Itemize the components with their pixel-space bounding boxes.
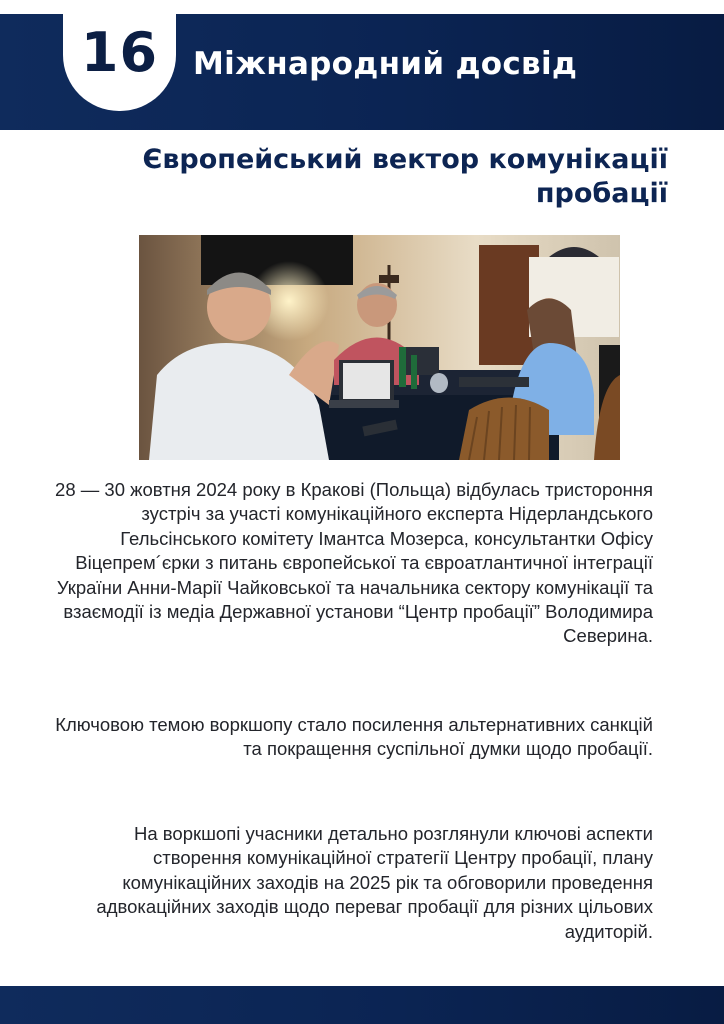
meeting-photo [139, 235, 620, 460]
footer-band [0, 986, 724, 1024]
section-title: Міжнародний досвід [193, 46, 578, 82]
page-number: 16 [80, 21, 159, 84]
paragraph-theme: Ключовою темою воркшопу стало посилення альтернативних санкцій та покращення суспільної думки щодо пробації. [55, 714, 653, 760]
article-title: Європейський вектор комунікації пробації [142, 144, 668, 209]
paragraph-outcomes: На воркшопі учасники детально розглянули ключові аспекти створення комунікаційної стратегії Центру пробації, плану комунікаційних заходів на 2025 рік та обговорили проведення адвокаційних заходів щодо переваг пробації для різних цільових аудиторій. [96, 823, 653, 942]
page-number-tab [63, 0, 176, 111]
paragraph-event: 28 — 30 жовтня 2024 року в Кракові (Польща) відбулась тристороння зустріч за участі комунікаційного експерта Нідерландського Гельсінського комітету Імантса Мозерса, консультантки Офісу Віцепрем´єрки з питань європейської та євроатлантичної інтеграції України Анни-Марії Чайковської та начальника сектору комунікації та взаємодії із медіа Державної установи “Центр пробації” Володимира Северина. [55, 479, 653, 647]
